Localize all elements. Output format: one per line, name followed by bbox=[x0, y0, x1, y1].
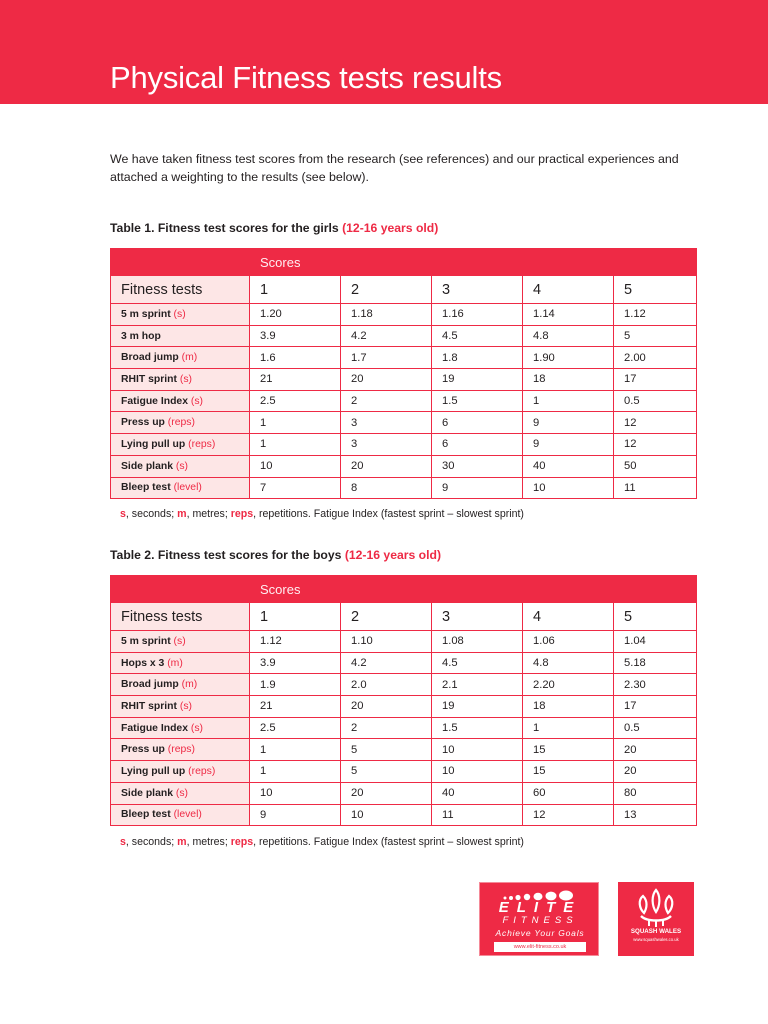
score-cell: 10 bbox=[341, 804, 432, 826]
scores-banner-row bbox=[111, 576, 697, 603]
column-header-score: 3 bbox=[432, 603, 523, 631]
column-header-fitness-tests: Fitness tests bbox=[111, 603, 250, 631]
test-name: Press up bbox=[121, 744, 165, 756]
column-header-score: 4 bbox=[523, 276, 614, 304]
test-unit: (s) bbox=[173, 308, 186, 320]
test-unit: (level) bbox=[173, 809, 202, 821]
elite-wordmark: ELITE bbox=[498, 899, 582, 916]
score-cell: 20 bbox=[341, 369, 432, 391]
score-cell: 2 bbox=[341, 390, 432, 412]
scores-banner-blank bbox=[111, 249, 250, 276]
column-header-score: 2 bbox=[341, 603, 432, 631]
squash-wales-name: SQUASH WALES bbox=[630, 928, 682, 935]
score-cell: 4.2 bbox=[341, 652, 432, 674]
caption-text: Table 1. Fitness test scores for the girls bbox=[110, 221, 339, 235]
table-row bbox=[111, 369, 697, 391]
prince-of-wales-feathers-icon bbox=[633, 886, 679, 930]
test-name: Broad jump bbox=[121, 679, 179, 691]
table-row bbox=[111, 390, 697, 412]
score-cell: 1.8 bbox=[432, 347, 523, 369]
test-unit: (s) bbox=[190, 722, 203, 734]
caption-text: Table 2. Fitness test scores for the boys bbox=[110, 548, 342, 562]
table-row bbox=[111, 761, 697, 783]
score-cell: 1.08 bbox=[432, 631, 523, 653]
test-name: 3 m hop bbox=[121, 330, 161, 342]
score-cell: 5.18 bbox=[614, 652, 697, 674]
intro-paragraph: We have taken fitness test scores from the research (see references) and our practical experiences and attached a weighting to the results (see below). bbox=[110, 152, 679, 184]
score-cell: 30 bbox=[432, 455, 523, 477]
footnote-m: m bbox=[177, 836, 187, 848]
table-header-row bbox=[111, 603, 697, 631]
test-name: Press up bbox=[121, 417, 165, 429]
test-name: Fatigue Index bbox=[121, 395, 188, 407]
table-row bbox=[111, 631, 697, 653]
score-cell: 1.16 bbox=[432, 304, 523, 326]
footnote-s: s bbox=[120, 508, 126, 520]
test-name: Lying pull up bbox=[121, 765, 186, 777]
column-header-score: 3 bbox=[432, 276, 523, 304]
score-cell: 21 bbox=[250, 369, 341, 391]
score-cell: 17 bbox=[614, 696, 697, 718]
footnote-s-text: , seconds; bbox=[125, 508, 178, 520]
table-row bbox=[111, 304, 697, 326]
score-cell: 40 bbox=[523, 455, 614, 477]
score-cell: 20 bbox=[341, 696, 432, 718]
table-footnote bbox=[120, 836, 524, 848]
score-cell: 18 bbox=[523, 369, 614, 391]
test-name-cell bbox=[111, 761, 250, 783]
squash-wales-logo bbox=[618, 882, 694, 956]
page-header bbox=[0, 0, 768, 104]
table-row bbox=[111, 674, 697, 696]
table-row bbox=[111, 434, 697, 456]
test-name: Fatigue Index bbox=[121, 722, 188, 734]
score-cell: 1 bbox=[250, 739, 341, 761]
score-cell: 1.18 bbox=[341, 304, 432, 326]
column-header-score: 1 bbox=[250, 603, 341, 631]
caption-age: (12-16 years old) bbox=[344, 548, 442, 562]
score-cell: 1.7 bbox=[341, 347, 432, 369]
score-cell: 0.5 bbox=[614, 390, 697, 412]
score-cell: 1.20 bbox=[250, 304, 341, 326]
column-header-score: 5 bbox=[614, 276, 697, 304]
test-name: Bleep test bbox=[121, 482, 171, 494]
score-cell: 1 bbox=[250, 761, 341, 783]
score-cell: 1.5 bbox=[432, 390, 523, 412]
column-header-score: 1 bbox=[250, 276, 341, 304]
test-name-cell bbox=[111, 717, 250, 739]
score-cell: 1.12 bbox=[614, 304, 697, 326]
test-unit: (s) bbox=[175, 787, 188, 799]
score-cell: 9 bbox=[523, 434, 614, 456]
score-cell: 4.8 bbox=[523, 652, 614, 674]
test-name-cell bbox=[111, 674, 250, 696]
table-row bbox=[111, 455, 697, 477]
score-cell: 10 bbox=[432, 761, 523, 783]
test-name-cell bbox=[111, 652, 250, 674]
score-cell: 3.9 bbox=[250, 652, 341, 674]
score-cell: 2.1 bbox=[432, 674, 523, 696]
page-title: Physical Fitness tests results bbox=[110, 60, 502, 95]
girls-scores-table bbox=[110, 248, 697, 499]
score-cell: 11 bbox=[614, 477, 697, 499]
score-cell: 9 bbox=[250, 804, 341, 826]
table-row bbox=[111, 477, 697, 499]
table-caption bbox=[110, 548, 441, 562]
footnote-m-text: , metres; bbox=[186, 508, 231, 520]
score-cell: 4.8 bbox=[523, 325, 614, 347]
table-footnote bbox=[120, 508, 524, 520]
score-cell: 2 bbox=[341, 717, 432, 739]
test-name: 5 m sprint bbox=[121, 308, 171, 320]
test-name: RHIT sprint bbox=[121, 700, 177, 712]
score-cell: 60 bbox=[523, 782, 614, 804]
score-cell: 19 bbox=[432, 369, 523, 391]
test-unit: (reps) bbox=[188, 438, 216, 450]
test-name-cell bbox=[111, 412, 250, 434]
score-cell: 3.9 bbox=[250, 325, 341, 347]
score-cell: 4.5 bbox=[432, 652, 523, 674]
table-row bbox=[111, 652, 697, 674]
score-cell: 1.9 bbox=[250, 674, 341, 696]
score-cell: 0.5 bbox=[614, 717, 697, 739]
score-cell: 6 bbox=[432, 434, 523, 456]
score-cell: 20 bbox=[341, 782, 432, 804]
score-cell: 10 bbox=[250, 782, 341, 804]
test-name-cell bbox=[111, 696, 250, 718]
test-unit: (s) bbox=[173, 635, 186, 647]
score-cell: 1 bbox=[523, 717, 614, 739]
score-cell: 2.0 bbox=[341, 674, 432, 696]
scores-banner-row bbox=[111, 249, 697, 276]
score-cell: 1.06 bbox=[523, 631, 614, 653]
score-cell: 20 bbox=[614, 739, 697, 761]
score-cell: 1.04 bbox=[614, 631, 697, 653]
boys-scores-table bbox=[110, 575, 697, 826]
score-cell: 6 bbox=[432, 412, 523, 434]
test-name: RHIT sprint bbox=[121, 373, 177, 385]
score-cell: 3 bbox=[341, 412, 432, 434]
fitness-wordmark: FITNESS bbox=[502, 915, 578, 926]
table-row bbox=[111, 412, 697, 434]
score-cell: 2.30 bbox=[614, 674, 697, 696]
test-unit: (s) bbox=[179, 373, 193, 385]
score-cell: 11 bbox=[432, 804, 523, 826]
elite-fitness-logo bbox=[479, 882, 599, 956]
test-unit: (m) bbox=[181, 352, 198, 364]
score-cell: 1 bbox=[523, 390, 614, 412]
score-cell: 12 bbox=[614, 434, 697, 456]
test-name: Side plank bbox=[121, 460, 173, 472]
test-name-cell bbox=[111, 325, 250, 347]
test-name-cell bbox=[111, 739, 250, 761]
score-cell: 1.14 bbox=[523, 304, 614, 326]
table-row bbox=[111, 347, 697, 369]
score-cell: 20 bbox=[614, 761, 697, 783]
score-cell: 12 bbox=[614, 412, 697, 434]
test-name-cell bbox=[111, 390, 250, 412]
scores-label: Scores bbox=[250, 249, 697, 276]
table-row bbox=[111, 782, 697, 804]
score-cell: 19 bbox=[432, 696, 523, 718]
table-caption bbox=[110, 221, 438, 235]
score-cell: 8 bbox=[341, 477, 432, 499]
score-cell: 21 bbox=[250, 696, 341, 718]
score-cell: 3 bbox=[341, 434, 432, 456]
footnote-reps: reps bbox=[230, 508, 254, 520]
column-header-score: 5 bbox=[614, 603, 697, 631]
test-name-cell bbox=[111, 631, 250, 653]
test-name-cell bbox=[111, 782, 250, 804]
score-cell: 1.10 bbox=[341, 631, 432, 653]
score-cell: 1 bbox=[250, 412, 341, 434]
test-name-cell bbox=[111, 804, 250, 826]
score-cell: 13 bbox=[614, 804, 697, 826]
score-cell: 15 bbox=[523, 739, 614, 761]
test-name-cell bbox=[111, 434, 250, 456]
score-cell: 5 bbox=[341, 739, 432, 761]
test-name-cell bbox=[111, 455, 250, 477]
score-cell: 12 bbox=[523, 804, 614, 826]
score-cell: 2.5 bbox=[250, 717, 341, 739]
score-cell: 9 bbox=[523, 412, 614, 434]
score-cell: 1.6 bbox=[250, 347, 341, 369]
score-cell: 5 bbox=[614, 325, 697, 347]
test-unit: (reps) bbox=[167, 744, 195, 756]
table-row bbox=[111, 325, 697, 347]
score-cell: 2.5 bbox=[250, 390, 341, 412]
column-header-score: 2 bbox=[341, 276, 432, 304]
test-name-cell bbox=[111, 347, 250, 369]
score-cell: 4.2 bbox=[341, 325, 432, 347]
score-cell: 80 bbox=[614, 782, 697, 804]
test-unit: (reps) bbox=[188, 765, 216, 777]
score-cell: 2.00 bbox=[614, 347, 697, 369]
test-name: Side plank bbox=[121, 787, 173, 799]
score-cell: 10 bbox=[432, 739, 523, 761]
table-header-row bbox=[111, 276, 697, 304]
squash-wales-url: www.squashwales.co.uk bbox=[633, 937, 679, 942]
elite-tagline: Achieve Your Goals bbox=[495, 928, 585, 938]
score-cell: 20 bbox=[341, 455, 432, 477]
test-name: 5 m sprint bbox=[121, 635, 171, 647]
score-cell: 1.12 bbox=[250, 631, 341, 653]
test-name-cell bbox=[111, 304, 250, 326]
test-name-cell bbox=[111, 369, 250, 391]
table-row bbox=[111, 717, 697, 739]
test-name: Lying pull up bbox=[121, 438, 186, 450]
scores-banner-blank bbox=[111, 576, 250, 603]
column-header-fitness-tests: Fitness tests bbox=[111, 276, 250, 304]
footnote-reps-text: , repetitions. Fatigue Index (fastest sprint – slowest sprint) bbox=[253, 836, 524, 848]
score-cell: 10 bbox=[250, 455, 341, 477]
score-cell: 18 bbox=[523, 696, 614, 718]
score-cell: 50 bbox=[614, 455, 697, 477]
test-unit: (s) bbox=[190, 395, 203, 407]
footnote-reps: reps bbox=[230, 836, 254, 848]
test-unit: (m) bbox=[167, 657, 183, 669]
elite-url: www.elit-fitness.co.uk bbox=[494, 942, 586, 952]
scores-label: Scores bbox=[250, 576, 697, 603]
score-cell: 40 bbox=[432, 782, 523, 804]
score-cell: 9 bbox=[432, 477, 523, 499]
column-header-score: 4 bbox=[523, 603, 614, 631]
footnote-s-text: , seconds; bbox=[125, 836, 178, 848]
test-name: Broad jump bbox=[121, 352, 179, 364]
score-cell: 15 bbox=[523, 761, 614, 783]
footnote-m: m bbox=[177, 508, 187, 520]
table-row bbox=[111, 804, 697, 826]
score-cell: 10 bbox=[523, 477, 614, 499]
test-name: Bleep test bbox=[121, 809, 171, 821]
caption-age: (12-16 years old) bbox=[342, 221, 439, 235]
table-row bbox=[111, 739, 697, 761]
score-cell: 2.20 bbox=[523, 674, 614, 696]
test-unit: (level) bbox=[173, 482, 202, 494]
test-name-cell bbox=[111, 477, 250, 499]
score-cell: 1 bbox=[250, 434, 341, 456]
table-row bbox=[111, 696, 697, 718]
score-cell: 1.90 bbox=[523, 347, 614, 369]
footnote-reps-text: , repetitions. Fatigue Index (fastest sprint – slowest sprint) bbox=[253, 508, 524, 520]
footnote-s: s bbox=[120, 836, 126, 848]
score-cell: 17 bbox=[614, 369, 697, 391]
footnote-m-text: , metres; bbox=[186, 836, 231, 848]
score-cell: 7 bbox=[250, 477, 341, 499]
test-unit: (s) bbox=[179, 700, 193, 712]
score-cell: 4.5 bbox=[432, 325, 523, 347]
test-unit: (s) bbox=[175, 460, 188, 472]
test-name: Hops x 3 bbox=[121, 657, 165, 669]
test-unit: (m) bbox=[181, 679, 198, 691]
score-cell: 5 bbox=[341, 761, 432, 783]
test-unit: (reps) bbox=[167, 417, 195, 429]
score-cell: 1.5 bbox=[432, 717, 523, 739]
